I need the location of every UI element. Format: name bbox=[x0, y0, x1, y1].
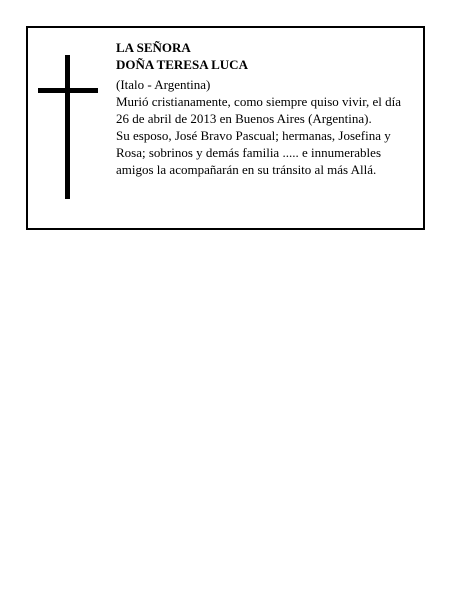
notice-body-line: 26 de abril de 2013 en Buenos Aires (Argentina). bbox=[116, 111, 372, 126]
cross-icon bbox=[38, 55, 98, 199]
obituary-notice bbox=[26, 26, 425, 230]
notice-title-name: DOÑA TERESA LUCA bbox=[116, 57, 248, 72]
notice-body-line: Rosa; sobrinos y demás familia ..... e innumerables bbox=[116, 145, 382, 160]
notice-title-honorific: LA SEÑORA bbox=[116, 40, 191, 55]
notice-body-line: Murió cristianamente, como siempre quiso vivir, el día bbox=[116, 94, 402, 109]
cross-horizontal-bar bbox=[38, 88, 98, 93]
notice-body-line: amigos la acompañarán en su tránsito al más Allá. bbox=[116, 162, 377, 177]
cross-vertical-bar bbox=[65, 55, 70, 199]
notice-body-line: Su esposo, José Bravo Pascual; hermanas, Josefina y bbox=[116, 128, 391, 143]
notice-text bbox=[116, 39, 416, 178]
notice-origin: (Italo - Argentina) bbox=[116, 77, 211, 92]
